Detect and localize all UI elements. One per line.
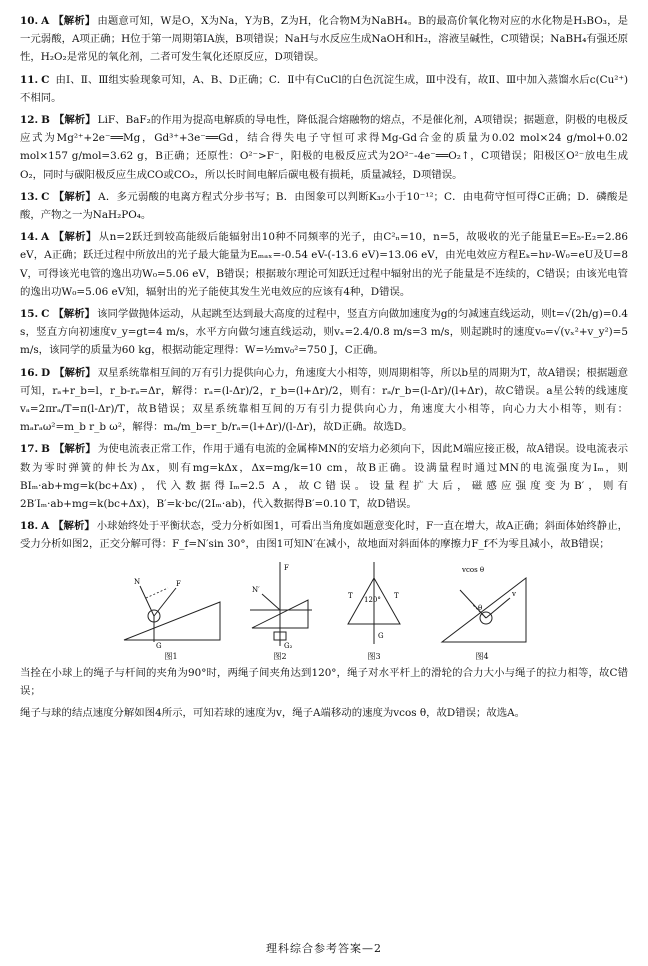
question-explanation: LiF、BaF₂的作用为提高电解质的导电性，降低混合熔融物的熔点，不是催化剂，A项错误；据题意，阴极的电极反应式为Mg²⁺+2e⁻══Mg，Gd³⁺+3e⁻══Gd，结合得失电子守恒可求得Mg-Gd合金的质量为0.02 mol×24 g/mol+0.02 mol×157 g/mol=3.62 g，B正确；还原性：O²⁻>F⁻，阳极的电极反应式为2O²⁻-4e⁻══O₂↑，C项错误；阳极区O²⁻放电生成O₂，同时与碳阳极反应生成CO或CO₂，所以长时间电解后碳电极有损耗，质量减轻，D项错误。 — [20, 114, 632, 181]
question-item — [20, 517, 628, 553]
analysis-tag: 【解析】 — [53, 308, 96, 321]
figure-4 — [432, 558, 532, 662]
question-answer: D — [41, 366, 51, 379]
question-explanation: 由题意可知，W是O，X为Na，Y为B，Z为H，化合物M为NaBH₄。B的最高价氧化物对应的水化物是H₃BO₃，是一元弱酸，A项正确；H位于第一周期第ⅠA族，B项错误；NaH与水反应生成NaOH和H₂，溶液呈碱性，C项错误；NaBH₄有强还原性，H₂O₂是常见的氧化剂，二者可发生氧化还原反应，D项错误。 — [20, 15, 628, 64]
figure-3-diagram — [334, 558, 414, 650]
figure-label: T — [394, 591, 399, 600]
figure-label: N′ — [252, 585, 260, 594]
figure-2-diagram — [244, 558, 316, 650]
continuation-paragraph — [20, 704, 628, 722]
figure-label: 120° — [364, 595, 381, 604]
question-explanation: 小球始终处于平衡状态，受力分析如图1，可看出当角度如题意变化时，F一直在增大，故A正确；斜面体始终静止，受力分析如图2，正交分解可得：F_f=N′sin 30°，由图1可知N′在减小，故地面对斜面体的摩擦力F_f不为零且减小，故B错误； — [20, 520, 628, 551]
analysis-tag: 【解析】 — [53, 114, 96, 127]
figure-1 — [116, 558, 226, 662]
analysis-tag: 【解析】 — [53, 15, 96, 27]
figure-label: N — [134, 577, 141, 586]
reaction-force-arrow — [262, 594, 280, 610]
question-item — [20, 440, 628, 513]
question-answer: A — [41, 520, 50, 533]
question-answer: B — [41, 114, 50, 127]
figure-caption: 图3 — [367, 651, 381, 661]
question-item — [20, 188, 628, 224]
figure-label: G₂ — [284, 641, 293, 650]
figure-label: vcos θ — [462, 565, 485, 574]
question-number: 13. — [20, 190, 39, 203]
figure-caption: 图1 — [164, 651, 178, 661]
question-explanation: 该同学做抛体运动，从起跳至达到最大高度的过程中，竖直方向做加速度为g的匀减速直线运动，则t=√(2h/g)=0.4 s，竖直方向初速度v_y=gt=4 m/s，水平方向做匀速直线运动，则vₓ=2.4/0.8 m/s=3 m/s，则起跳时的速度v₀=√(vₓ²+v_y²)=5 m/s，该同学的质量为60 kg，根据动能定理得：W=½mv₀²=750 J，C正确。 — [20, 308, 632, 357]
figure-3 — [334, 558, 414, 662]
question-explanation: 双星系统靠相互间的万有引力提供向心力，角速度大小相等，则周期相等，所以b星的周期为T，故A错误；根据题意可知，rₐ+r_b=l，r_b-rₐ=Δr，解得：rₐ=(l-Δr)/2，r_b=(l+Δr)/2，则有：rₐ/r_b=(l-Δr)/(l+Δr)，故C错误。a星公转的线速度vₐ=2πrₐ/T=π(l-Δr)/T，故B错误；双星系统靠相互间的万有引力提供向心力，角速度大小相等，向心力大小相等，则有：mₐrₐω²=m_b r_b ω²，解得：mₐ/m_b=r_b/rₐ=(l+Δr)/(l-Δr)，故D正确。故选D。 — [20, 366, 628, 434]
question-explanation: 从n=2跃迁到较高能级后能辐射出10种不同频率的光子，由C²ₙ=10，n=5，故吸收的光子能量E=E₅-E₂=2.86 eV，A正确；跃迁过程中所放出的光子最大能量为Eₘₐₓ=-0.54 eV-(-13.6 eV)=13.06 eV，由光电效应方程Eₖ=hν-W₀=eU及U=8 V，可得该光电管的逸出功W₀=5.06 eV，B错误；根据玻尔理论可知跃迁过程中辐射出的光子能量是不连续的，C错误；由该光电管的逸出功W₀=5.06 eV知，辐射出的光子能使其发生光电效应的应该有4种，D错误。 — [20, 231, 632, 298]
question-answer: C — [41, 73, 50, 86]
page-footer: 理科综合参考答案—2 — [266, 942, 382, 955]
question-number: 15. — [20, 308, 39, 321]
figure-label: θ — [478, 603, 483, 612]
figure-label: F — [284, 563, 289, 572]
question-answer: C — [41, 308, 50, 321]
question-number: 14. — [20, 231, 39, 244]
continuation-paragraph — [20, 664, 628, 700]
incline-shape — [124, 602, 220, 640]
incline-shape — [442, 578, 526, 642]
force-triangle-line — [146, 588, 168, 598]
figure-label: G — [378, 631, 384, 640]
question-answer: A — [41, 231, 50, 244]
question-explanation: A．多元弱酸的电离方程式分步书写；B．由图象可以判断K₃₂小于10⁻¹²；C．由电荷守恒可得C正确；D．磷酸是酸，产物之一为NaH₂PO₄。 — [20, 190, 629, 222]
question-answer: C — [41, 190, 50, 203]
question-explanation: 由Ⅰ、Ⅱ、Ⅲ组实验现象可知，A、B、D正确；C．Ⅱ中有CuCl的白色沉淀生成，Ⅲ中没有，故Ⅱ、Ⅲ中加入蒸馏水后c(Cu²⁺)不相同。 — [20, 73, 628, 104]
figure-4-diagram — [432, 558, 532, 650]
figure-label: v — [512, 589, 516, 598]
question-answer: A — [41, 15, 50, 27]
normal-force-arrow — [140, 586, 154, 616]
velocity-arrow — [486, 598, 510, 618]
question-number: 11. — [20, 73, 39, 86]
continuation-text: 当拴在小球上的绳子与杆间的夹角为90°时，两绳子间夹角达到120°，绳子对水平杆上的滑轮的合力大小与绳子的拉力相等，故C错误； — [20, 666, 628, 697]
analysis-tag: 【解析】 — [54, 366, 96, 379]
question-item — [20, 12, 628, 67]
analysis-tag: 【解析】 — [53, 190, 97, 203]
figure-label: T — [348, 591, 353, 600]
question-item — [20, 71, 628, 107]
question-list — [20, 12, 632, 554]
question-number: 16. — [20, 366, 39, 379]
continuation-text: 绳子与球的结点速度分解如图4所示，可知若球的速度为v，绳子A端移动的速度为vcos θ，故D错误；故选A。 — [20, 707, 526, 720]
figure-1-diagram — [116, 558, 226, 650]
question-explanation: 为使电流表正常工作，作用于通有电流的金属棒MN的安培力必须向下，因此M端应接正极，故A错误。设电流表示数为零时弹簧的伸长为Δx，则有mg=kΔx，Δx=mg/k=10 cm，故B正确。设满量程时通过MN的电流强度为Iₘ，则BIₘ·ab+mg=k(bc+Δx)，代入数据得Iₘ=2.5 A，故C错误。设量程扩大后，磁感应强度变为B′，则有2B′Iₘ·ab+mg=k(bc+Δx)，B′=k·bc/(2Iₘ·ab)，代入数据得B′=0.10 T，故D错误。 — [20, 443, 628, 511]
figure-row — [20, 558, 628, 662]
analysis-tag: 【解析】 — [53, 443, 96, 456]
figure-label: G — [156, 641, 162, 650]
question-item — [20, 228, 632, 301]
figure-2 — [244, 558, 316, 662]
analysis-tag: 【解析】 — [53, 231, 97, 244]
question-item — [20, 305, 632, 360]
question-answer: B — [41, 443, 50, 456]
analysis-tag: 【解析】 — [53, 520, 95, 533]
question-item — [20, 364, 628, 437]
question-number: 17. — [20, 443, 39, 456]
figure-caption: 图4 — [475, 651, 489, 661]
question-number: 10. — [20, 15, 39, 27]
question-number: 18. — [20, 520, 39, 533]
figure-caption: 图2 — [273, 651, 287, 661]
question-number: 12. — [20, 114, 39, 127]
figure-label: F — [176, 579, 181, 588]
pull-force-arrow — [154, 588, 176, 616]
question-item — [20, 111, 632, 184]
